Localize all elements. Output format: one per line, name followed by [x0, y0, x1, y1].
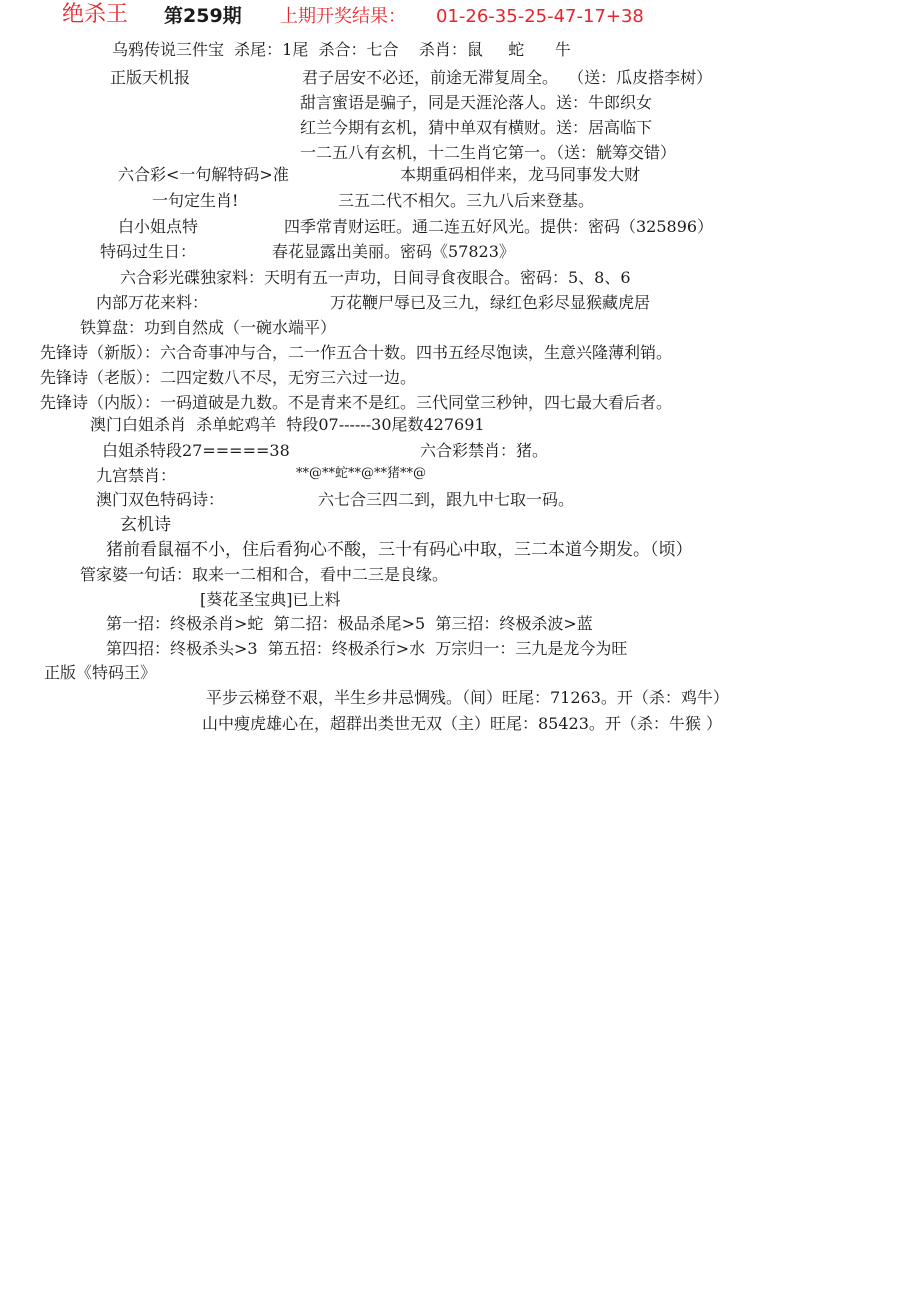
text-line: 甜言蜜语是骗子，同是天涯沦落人。送：牛郎织女	[300, 93, 653, 112]
text-line: 六合彩光碟独家料：天明有五一声功，日间寻食夜眼合。密码：5、8、6	[120, 268, 631, 287]
text-line: 一二五八有玄机，十二生肖它第一。（送：觥筹交错）	[300, 143, 677, 162]
text-line: 四季常青财运旺。通二连五好风光。提供：密码（325896）	[284, 217, 714, 236]
text-line: 玄机诗	[120, 515, 171, 535]
brand-title: 绝杀王	[62, 2, 129, 27]
text-line: 正版天机报	[110, 68, 191, 87]
text-line: 六合彩禁肖：猪。	[420, 441, 549, 460]
text-line: [葵花圣宝典]已上料	[200, 590, 341, 609]
text-line: 红兰今期有玄机，猜中单双有横财。送：居高临下	[300, 118, 653, 137]
text-line: 六合彩<一句解特码>准	[118, 165, 289, 184]
text-line: **@**蛇**@**猪**@	[296, 466, 427, 481]
text-line: 先锋诗（内版）：一码道破是九数。不是青来不是红。三代同堂三秒钟，四七最大看后者。	[40, 393, 673, 412]
text-line: 管家婆一句话：取来一二相和合，看中二三是良缘。	[80, 565, 449, 584]
text-line: 猪前看鼠福不小，住后看狗心不酸，三十有码心中取，三二本道今期发。（顷）	[106, 540, 693, 560]
issue-number: 第259期	[164, 5, 242, 27]
result-label: 上期开奖结果：	[280, 6, 406, 27]
result-numbers: 01-26-35-25-47-17+38	[436, 6, 644, 27]
text-line: 第四招：终极杀头>3 第五招：终极杀行>水 万宗归一：三九是龙今为旺	[106, 639, 628, 658]
text-line: 第一招：终极杀肖>蛇 第二招：极品杀尾>5 第三招：终极杀波>蓝	[106, 614, 593, 633]
text-line: 六七合三四二到，跟九中七取一码。	[318, 490, 575, 509]
text-line: 内部万花来料：	[96, 293, 209, 312]
text-line: 先锋诗（老版）：二四定数八不尽，无穷三六过一边。	[40, 368, 417, 387]
text-line: 特码过生日：	[100, 242, 197, 261]
text-line: 白小姐点特	[118, 217, 199, 236]
text-line: 一句定生肖!	[152, 191, 239, 210]
text-line: 先锋诗（新版）：六合奇事冲与合，二一作五合十数。四书五经尽饱读，生意兴隆薄利销。	[40, 343, 673, 362]
text-line: 正版《特码王》	[44, 663, 157, 682]
text-line: 春花显露出美丽。密码《57823》	[272, 242, 515, 261]
text-line: 君子居安不必还，前途无滞复周全。 （送：瓜皮搭李树）	[302, 68, 713, 87]
text-line: 平步云梯登不艰，半生乡井忌惆残。（间）旺尾：71263。开（杀：鸡牛）	[206, 688, 729, 707]
text-line: 白姐杀特段27=====38	[102, 441, 290, 460]
text-line: 澳门双色特码诗：	[96, 490, 225, 509]
text-line: 乌鸦传说三件宝 杀尾：1尾 杀合：七合 杀肖：鼠 蛇 牛	[112, 40, 571, 59]
text-line: 本期重码相伴来，龙马同事发大财	[400, 165, 641, 184]
text-line: 三五二代不相欠。三九八后来登基。	[338, 191, 595, 210]
text-line: 九宫禁肖：	[96, 466, 177, 485]
text-line: 澳门白姐杀肖 杀单蛇鸡羊 特段07------30尾数427691	[90, 415, 485, 434]
text-line: 山中瘦虎雄心在，超群出类世无双（主）旺尾：85423。开（杀：牛猴 ）	[202, 714, 722, 733]
text-line: 铁算盘：功到自然成（一碗水端平）	[80, 318, 337, 337]
text-line: 万花鞭尸辱已及三九，绿红色彩尽显猴藏虎居	[330, 293, 651, 312]
